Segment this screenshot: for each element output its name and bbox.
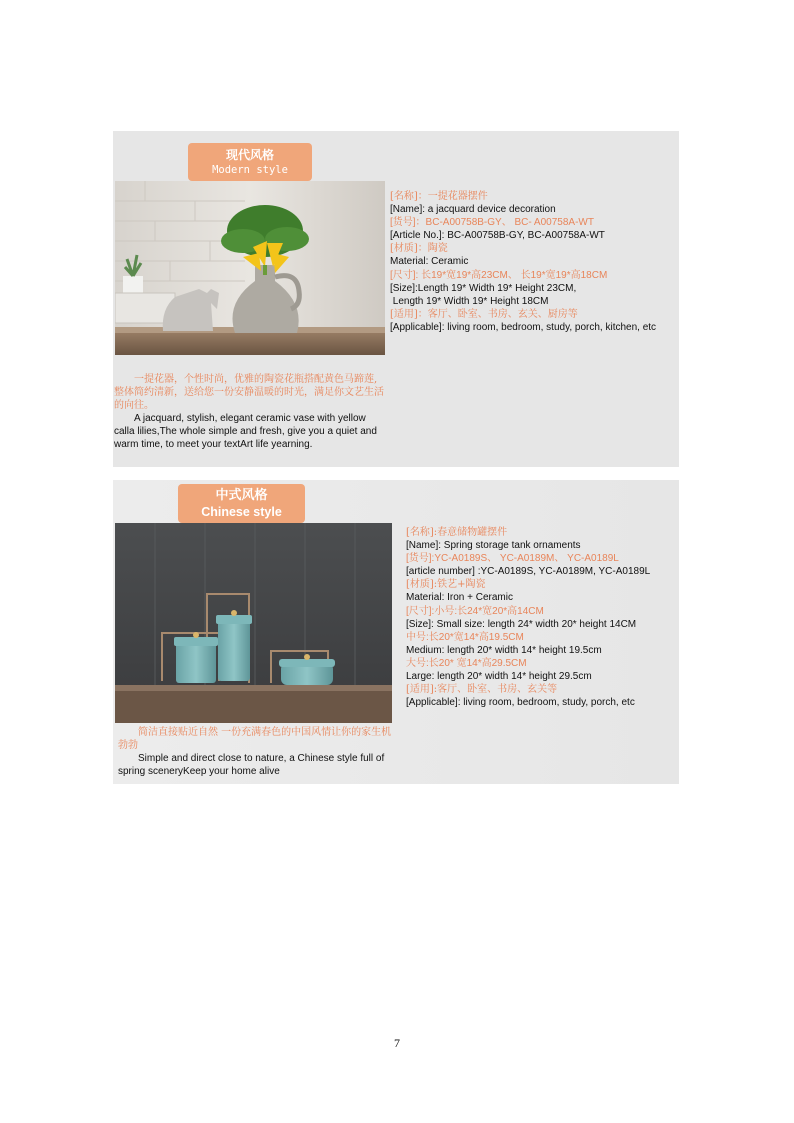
product-description [114, 373, 384, 452]
chinese-style-tag [178, 484, 305, 523]
spec-line: [适用]：客厅、卧室、书房、玄关、厨房等 [390, 308, 578, 320]
vase-photo [115, 181, 385, 355]
spec-line: Material: Iron + Ceramic [406, 592, 513, 604]
spec-line: [Size]:Length 19* Width 19* Height 23CM, [390, 282, 577, 294]
spec-line: [名称]:春意储物罐摆件 [406, 527, 508, 538]
spec-line: 大号:长20* 宽14*高29.5CM [406, 657, 527, 669]
tag-title-en: Chinese style [201, 505, 282, 519]
spec-line: Large: length 20* width 14* height 29.5cm [406, 671, 592, 683]
tag-title-zh: 中式风格 [215, 488, 268, 503]
product-specs [406, 526, 650, 709]
modern-style-tag [188, 143, 312, 181]
page-number: 7 [394, 1036, 400, 1050]
spec-line: [材质]:铁艺+陶瓷 [406, 579, 486, 591]
spec-line: Medium: length 20* width 14* height 19.5cm [406, 644, 602, 656]
modern-style-panel [113, 131, 679, 467]
tag-title-zh: 现代风格 [225, 148, 274, 162]
spec-line: [货号]：BC-A00758B-GY、 BC- A00758A-WT [390, 217, 594, 229]
spec-line: [Applicable]: living room, bedroom, study, porch, kitchen, etc [390, 321, 657, 333]
spec-line: Length 19* Width 19* Height 18CM [390, 295, 549, 307]
spec-line: [Name]: Spring storage tank ornaments [406, 540, 581, 552]
spec-line: [Applicable]: living room, bedroom, study, porch, etc [406, 697, 635, 709]
spec-line: 中号:长20*宽14*高19.5CM [406, 631, 524, 643]
spec-line: [适用]:客厅、卧室、书房、玄关等 [406, 684, 558, 696]
chinese-style-panel [113, 480, 679, 784]
spec-line: [名称]：一提花器摆件 [390, 191, 488, 202]
spec-line: [货号]:YC-A0189S、 YC-A0189M、 YC-A0189L [406, 553, 619, 565]
description-zh: 一提花器，个性时尚，优雅的陶瓷花瓶搭配黄色马蹄莲,整体简约清新，送给您一份安静温暖的时光，满足你文艺生活的向往。 [114, 374, 384, 412]
spec-line: [Name]: a jacquard device decoration [390, 204, 556, 216]
storage-tank-photo [115, 523, 392, 723]
spec-line: [Size]: Small size: length 24* width 20* height 14CM [406, 618, 637, 630]
spec-line: [尺寸]: 长19*宽19*高23CM、 长19*宽19*高18CM [390, 269, 608, 281]
spec-line: [材质]：陶瓷 [390, 243, 448, 255]
spec-line: [article number] :YC-A0189S, YC-A0189M, YC-A0189L [406, 566, 651, 578]
tag-title-en: Modern style [212, 164, 288, 176]
spec-line: [Article No.]: BC-A00758B-GY, BC-A00758A-WT [390, 230, 605, 242]
description-en: A jacquard, stylish, elegant ceramic vase with yellow calla lilies,The whole simple and fresh, give you a quiet and warm time, to meet your textArt life yearning. [114, 413, 377, 451]
product-description [118, 726, 398, 778]
description-zh: 简洁直接贴近自然 一份充满春色的中国风情让你的家生机勃勃 [118, 727, 392, 752]
description-en: Simple and direct close to nature, a Chinese style full of spring sceneryKeep your home alive [118, 753, 385, 778]
spec-line: Material: Ceramic [390, 256, 469, 268]
spec-line: [尺寸]:小号:长24*宽20*高14CM [406, 605, 544, 617]
product-specs [390, 190, 656, 334]
